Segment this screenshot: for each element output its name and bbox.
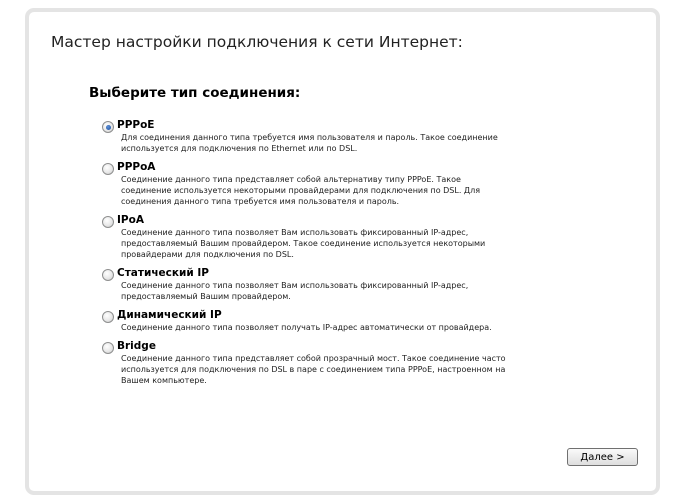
option-label[interactable]: PPPoA: [117, 161, 156, 173]
option-ipoa[interactable]: [102, 214, 552, 260]
connection-type-options: [102, 119, 552, 393]
option-description: Для соединения данного типа требуется имя пользователя и пароль. Такое соединение используется для подключения по Ethernet или по DSL.: [121, 133, 498, 153]
option-bridge[interactable]: [102, 340, 552, 386]
option-description: Соединение данного типа позволяет Вам использовать фиксированный IP-адрес, предоставляемый Вашим провайдером. Такое соединение используется некоторыми провайдерами для подключения по DSL.: [121, 228, 486, 259]
connection-type-heading: Выберите тип соединения:: [89, 85, 301, 101]
radio-bridge[interactable]: [102, 342, 114, 354]
option-description: Соединение данного типа представляет собой прозрачный мост. Такое соединение часто используется для подключения по DSL в паре с соединением типа PPPoE, настроенном на Вашем компьютере.: [121, 354, 506, 385]
wizard-panel: [25, 8, 660, 495]
radio-dynamic-ip[interactable]: [102, 311, 114, 323]
option-label[interactable]: PPPoE: [117, 119, 155, 131]
option-description: Соединение данного типа позволяет получать IP-адрес автоматически от провайдера.: [121, 323, 492, 332]
radio-pppoa[interactable]: [102, 163, 114, 175]
radio-ipoa[interactable]: [102, 216, 114, 228]
option-pppoa[interactable]: [102, 161, 552, 207]
option-label[interactable]: Bridge: [117, 340, 156, 352]
option-label[interactable]: Динамический IP: [117, 309, 222, 321]
option-description: Соединение данного типа позволяет Вам использовать фиксированный IP-адрес, предоставляемый Вашим провайдером.: [121, 281, 469, 301]
next-button[interactable]: Далее >: [567, 448, 638, 466]
radio-static-ip[interactable]: [102, 269, 114, 281]
option-label[interactable]: Статический IP: [117, 267, 209, 279]
option-description: Соединение данного типа представляет собой альтернативу типу PPPoE. Такое соединение используется некоторыми провайдерами для подключения по DSL. Для соединения данного типа требуется имя пользователя и пароль.: [121, 175, 481, 206]
option-label[interactable]: IPoA: [117, 214, 144, 226]
option-dynamic-ip[interactable]: [102, 309, 552, 333]
option-pppoe[interactable]: [102, 119, 552, 154]
option-static-ip[interactable]: [102, 267, 552, 302]
radio-pppoe[interactable]: [102, 121, 114, 133]
wizard-title: Мастер настройки подключения к сети Интернет:: [51, 33, 463, 51]
